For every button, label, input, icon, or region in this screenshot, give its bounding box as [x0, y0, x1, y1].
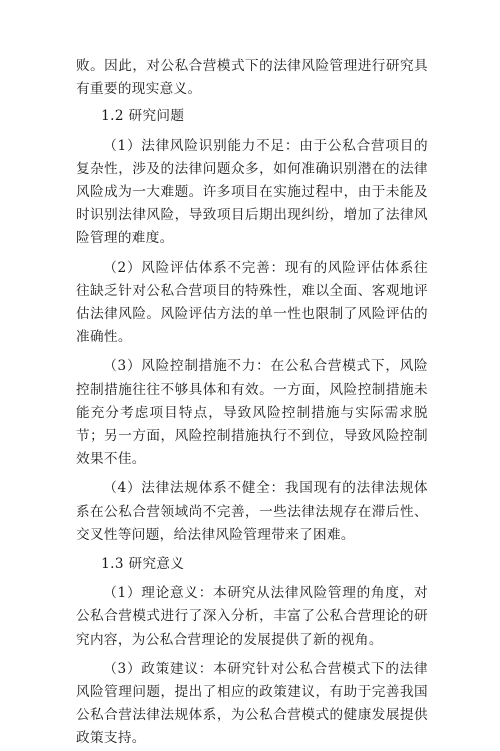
paragraph-question-3: （3）风险控制措施不力：在公私合营模式下，风险控制措施往往不够具体和有效。一方面，风险控制措施未能充分考虑项目特点，导致风险控制措施与实际需求脱节；另一方面，风险控制措施执行不到位，导致风险控制效果不佳。 — [76, 358, 428, 468]
paragraph-significance-3: （3）政策建议：本研究针对公私合营模式下的法律风险管理问题，提出了相应的政策建议，有助于完善我国公私合营法律法规体系，为公私合营模式的健康发展提供政策支持。 — [76, 660, 428, 747]
section-heading-research-significance: 1.3 研究意义 — [101, 556, 185, 573]
paragraph-question-1: （1）法律风险识别能力不足：由于公私合营项目的复杂性，涉及的法律问题众多，如何准确识别潜在的法律风险成为一大难题。许多项目在实施过程中，由于未能及时识别法律风险，导致项目后期出现纠纷，增加了法律风险管理的难度。 — [76, 137, 428, 247]
paragraph-significance-1: （1）理论意义：本研究从法律风险管理的角度，对公私合营模式进行了深入分析，丰富了公私合营理论的研究内容，为公私合营理论的发展提供了新的视角。 — [76, 585, 428, 648]
section-heading-research-questions: 1.2 研究问题 — [101, 108, 185, 125]
document-body — [76, 55, 428, 751]
intro-paragraph: 败。因此，对公私合营模式下的法律风险管理进行研究具有重要的现实意义。 — [76, 58, 428, 98]
paragraph-question-2: （2）风险评估体系不完善：现有的风险评估体系往往缺乏针对公私合营项目的特殊性，难以全面、客观地评估法律风险。风险评估方法的单一性也限制了风险评估的准确性。 — [76, 259, 428, 346]
paragraph-question-4: （4）法律法规体系不健全：我国现有的法律法规体系在公私合营领域尚不完善，一些法律法规存在滞后性、交叉性等问题，给法律风险管理带来了困难。 — [76, 480, 428, 543]
